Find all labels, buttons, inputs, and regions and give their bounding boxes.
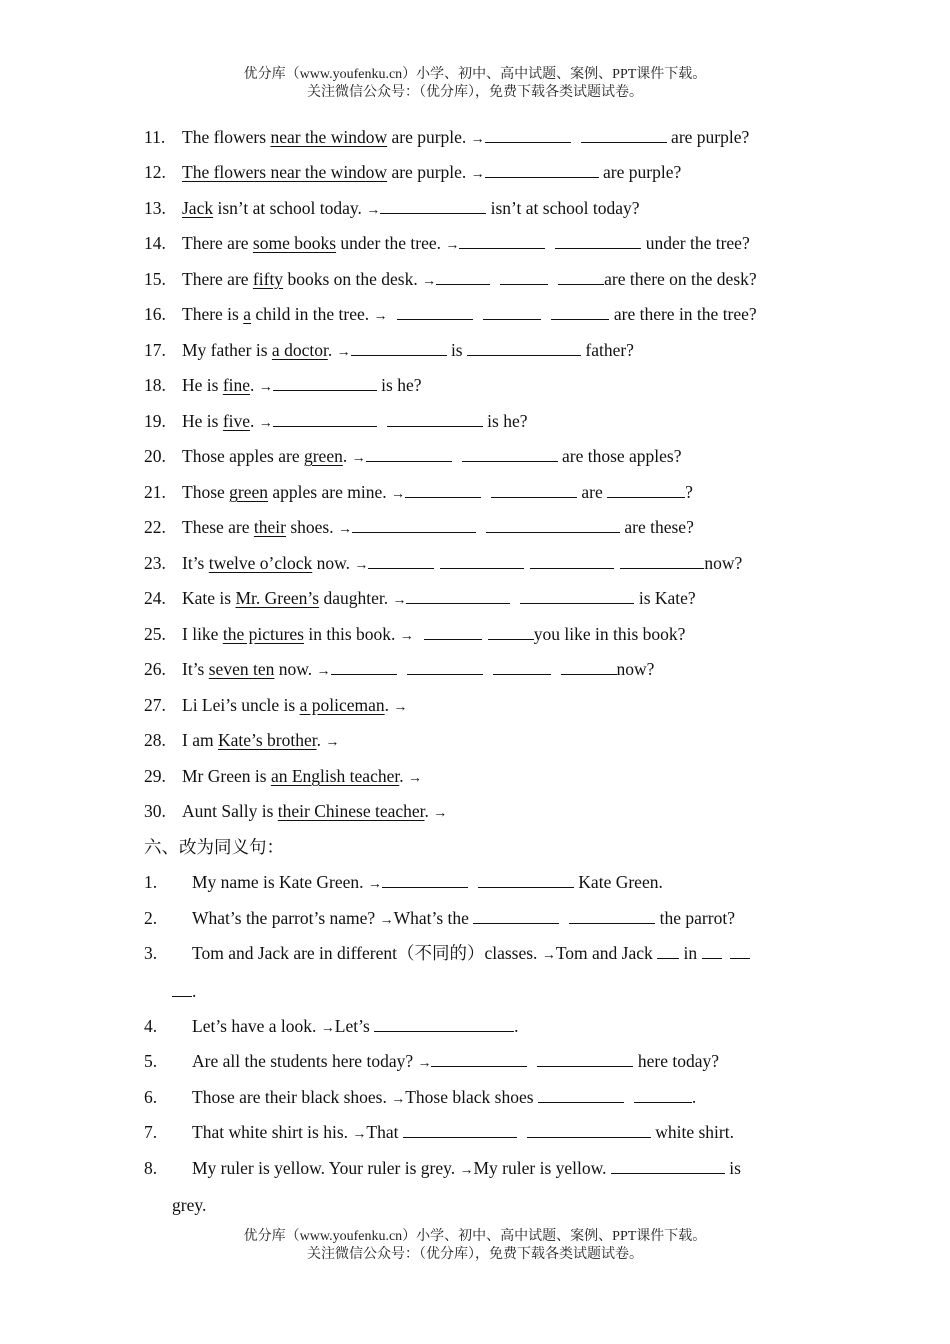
answer-blank[interactable] [467, 339, 581, 356]
arrow-icon: → [336, 345, 351, 360]
question-27: 27. Li Lei’s uncle is a policeman. → [144, 695, 408, 715]
synonym-8: 8. My ruler is yellow. Your ruler is grey. →My ruler is yellow. is [144, 1158, 741, 1178]
question-15: 15. There are fifty books on the desk. → are there on the desk? [144, 269, 757, 289]
arrow-icon: → [417, 1056, 432, 1071]
answer-blank[interactable] [500, 268, 548, 285]
answer-blank[interactable] [352, 516, 476, 533]
question-20: 20. Those apples are green. → are those apples? [144, 446, 682, 466]
answer-blank[interactable] [473, 907, 559, 924]
answer-blank[interactable] [459, 232, 545, 249]
answer-blank[interactable] [368, 552, 434, 569]
synonym-3-continuation: . [172, 980, 196, 1002]
question-26: 26. It’s seven ten now. → now? [144, 659, 655, 679]
arrow-icon: → [354, 558, 369, 573]
question-17: 17. My father is a doctor. → is father? [144, 340, 634, 360]
question-29: 29. Mr Green is an English teacher. → [144, 766, 422, 786]
answer-blank[interactable] [424, 623, 482, 640]
answer-blank[interactable] [569, 907, 655, 924]
question-25: 25. I like the pictures in this book. → you like in this book? [144, 624, 686, 644]
answer-blank[interactable] [380, 197, 486, 214]
question-13: 13. Jack isn’t at school today. → isn’t at school today? [144, 198, 640, 218]
synonym-7: 7. That white shirt is his. →That white shirt. [144, 1122, 734, 1142]
synonym-5: 5. Are all the students here today? → here today? [144, 1051, 719, 1071]
question-30: 30. Aunt Sally is their Chinese teacher. → [144, 801, 448, 821]
arrow-icon: → [422, 274, 437, 289]
answer-blank[interactable] [405, 481, 481, 498]
arrow-icon: → [325, 735, 340, 750]
answer-blank[interactable] [555, 232, 641, 249]
question-23: 23. It’s twelve o’clock now. → now? [144, 553, 743, 573]
answer-blank[interactable] [581, 126, 667, 143]
arrow-icon: → [399, 629, 414, 644]
synonym-1: 1. My name is Kate Green. → Kate Green. [144, 872, 663, 892]
arrow-icon: → [379, 913, 394, 928]
arrow-icon: → [320, 1021, 335, 1036]
footer-line-1: 优分库（www.youfenku.cn）小学、初中、高中试题、案例、PPT课件下载。 [243, 1229, 707, 1244]
synonym-2: 2. What’s the parrot’s name? →What’s the the parrot? [144, 908, 735, 928]
arrow-icon: → [393, 700, 408, 715]
answer-blank[interactable] [273, 374, 377, 391]
question-14: 14. There are some books under the tree. → under the tree? [144, 233, 750, 253]
page-header [0, 66, 950, 102]
header-line-1: 优分库（www.youfenku.cn）小学、初中、高中试题、案例、PPT课件下载。 [243, 67, 707, 82]
synonym-6: 6. Those are their black shoes. →Those black shoes . [144, 1087, 697, 1107]
question-24: 24. Kate is Mr. Green’s daughter. → is Kate? [144, 588, 696, 608]
answer-blank[interactable] [530, 552, 614, 569]
answer-blank[interactable] [607, 481, 685, 498]
question-11: 11. The flowers near the window are purple. → are purple? [144, 127, 750, 147]
arrow-icon: → [470, 167, 485, 182]
arrow-icon: → [392, 593, 407, 608]
page-footer [0, 1228, 950, 1264]
answer-blank[interactable] [702, 942, 722, 959]
section-title: 六、改为同义句： [144, 837, 284, 857]
answer-blank[interactable] [351, 339, 447, 356]
arrow-icon: → [366, 203, 381, 218]
answer-blank[interactable] [403, 1121, 517, 1138]
answer-blank[interactable] [493, 658, 551, 675]
question-18: 18. He is fine. → is he? [144, 375, 422, 395]
answer-blank[interactable] [611, 1157, 725, 1174]
answer-blank[interactable] [558, 268, 604, 285]
arrow-icon: → [390, 487, 405, 502]
synonym-8-continuation: grey. [172, 1195, 207, 1215]
answer-blank[interactable] [407, 658, 483, 675]
arrow-icon: → [316, 664, 331, 679]
arrow-icon: → [541, 948, 556, 963]
arrow-icon: → [433, 806, 448, 821]
answer-blank[interactable] [406, 587, 510, 604]
arrow-icon: → [470, 132, 485, 147]
answer-blank[interactable] [483, 303, 541, 320]
question-21: 21. Those green apples are mine. → are ? [144, 482, 693, 502]
answer-blank[interactable] [561, 658, 617, 675]
answer-blank[interactable] [366, 445, 452, 462]
answer-blank[interactable] [478, 871, 574, 888]
question-19: 19. He is five. → is he? [144, 411, 528, 431]
answer-blank[interactable] [397, 303, 473, 320]
answer-blank[interactable] [491, 481, 577, 498]
arrow-icon: → [459, 1163, 474, 1178]
answer-blank[interactable] [485, 126, 571, 143]
arrow-icon: → [407, 771, 422, 786]
question-22: 22. These are their shoes. → are these? [144, 517, 694, 537]
answer-blank[interactable] [331, 658, 397, 675]
answer-blank[interactable] [440, 552, 524, 569]
synonym-3: 3. Tom and Jack are in different（不同的）classes. →Tom and Jack in [144, 942, 750, 967]
synonym-4: 4. Let’s have a look. →Let’s . [144, 1016, 519, 1036]
answer-blank[interactable] [551, 303, 609, 320]
header-line-2: 关注微信公众号：（优分库），免费下载各类试题试卷。 [307, 85, 643, 100]
answer-blank[interactable] [537, 1050, 633, 1067]
answer-blank[interactable] [172, 980, 192, 997]
answer-blank[interactable] [657, 942, 679, 959]
answer-blank[interactable] [634, 1086, 692, 1103]
answer-blank[interactable] [538, 1086, 624, 1103]
footer-line-2: 关注微信公众号：（优分库），免费下载各类试题试卷。 [307, 1247, 643, 1262]
answer-blank[interactable] [620, 552, 704, 569]
arrow-icon: → [352, 1127, 367, 1142]
answer-blank[interactable] [486, 516, 620, 533]
answer-blank[interactable] [374, 1015, 514, 1032]
arrow-icon: → [351, 451, 366, 466]
question-12: 12. The flowers near the window are purple. → are purple? [144, 162, 682, 182]
question-28: 28. I am Kate’s brother. → [144, 730, 340, 750]
answer-blank[interactable] [431, 1050, 527, 1067]
answer-blank[interactable] [387, 410, 483, 427]
arrow-icon: → [338, 522, 352, 537]
answer-blank[interactable] [488, 623, 534, 640]
arrow-icon: → [367, 877, 382, 892]
answer-blank[interactable] [273, 410, 377, 427]
question-16: 16. There is a child in the tree. → are there in the tree? [144, 304, 757, 324]
answer-blank[interactable] [730, 942, 750, 959]
answer-blank[interactable] [382, 871, 468, 888]
arrow-icon: → [391, 1092, 406, 1107]
answer-blank[interactable] [462, 445, 558, 462]
arrow-icon: → [258, 416, 273, 431]
arrow-icon: → [373, 309, 388, 324]
answer-blank[interactable] [520, 587, 634, 604]
arrow-icon: → [445, 238, 460, 253]
answer-blank[interactable] [485, 161, 599, 178]
answer-blank[interactable] [436, 268, 490, 285]
answer-blank[interactable] [527, 1121, 651, 1138]
arrow-icon: → [258, 380, 273, 395]
